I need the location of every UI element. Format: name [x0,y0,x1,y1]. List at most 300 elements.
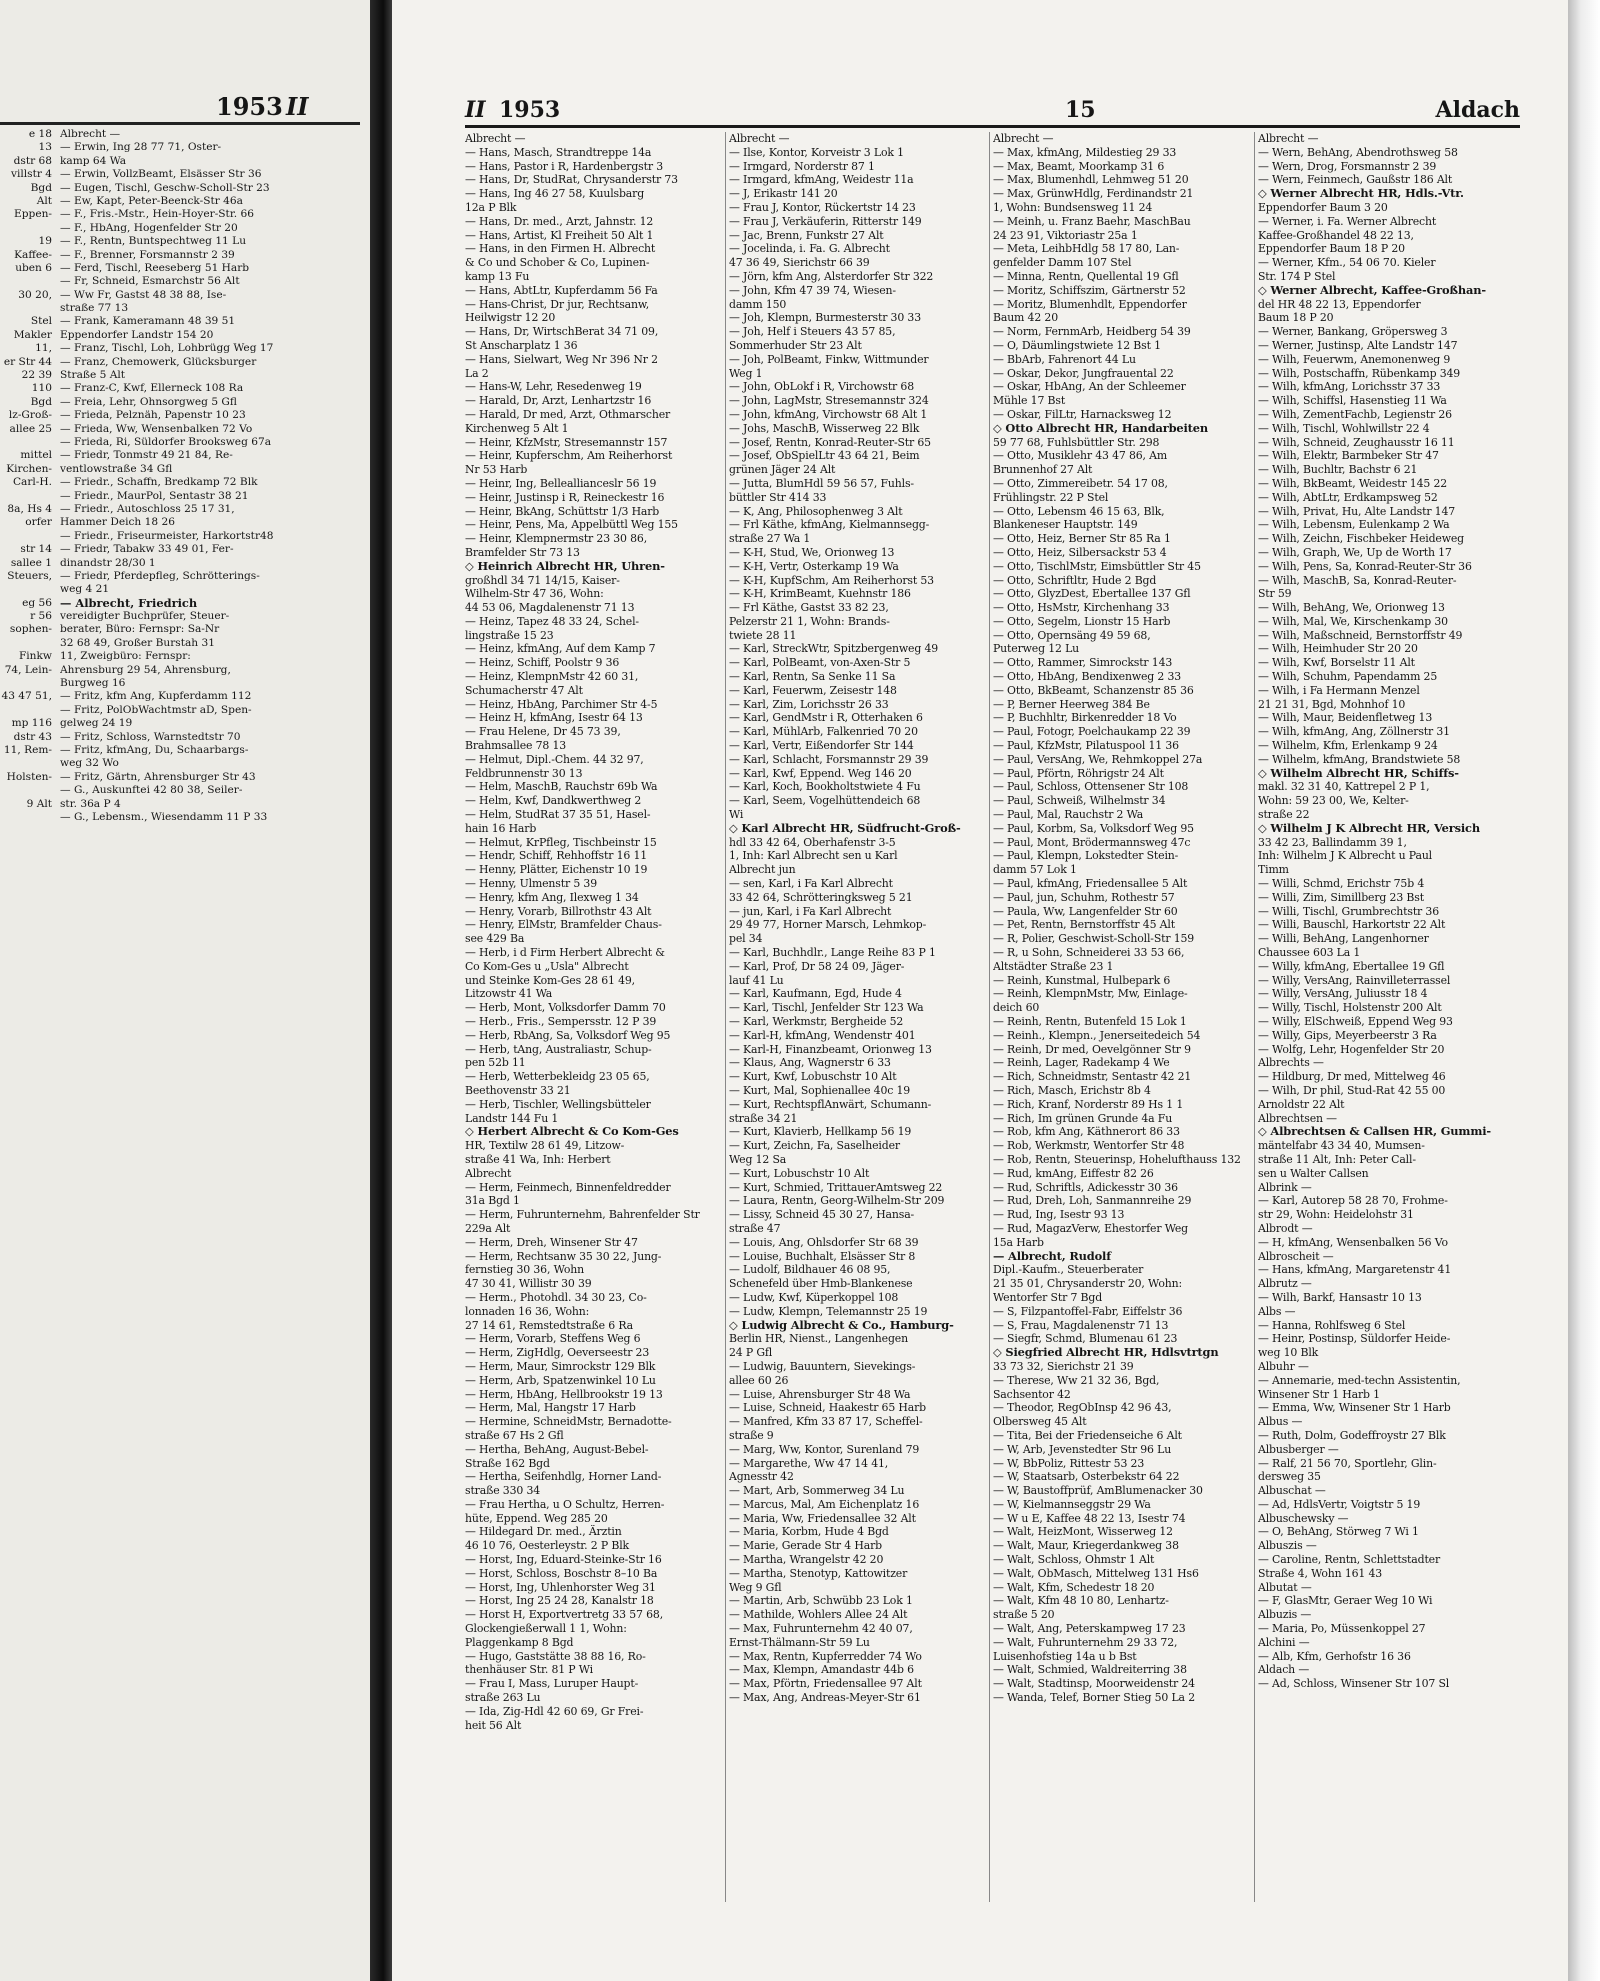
directory-entry-line: — Otto, HbAng, Bendixenweg 2 33 [993,670,1182,684]
directory-entry-line: — Reinh., Klempn., Jenerseitedeich 54 [993,1028,1201,1042]
directory-entry-line: — Wilh, Elektr, Barmbeker Str 47 [1258,449,1439,463]
directory-entry-line: — Otto, HsMstr, Kirchenhang 33 [993,601,1170,615]
directory-entry-line: — Heinr, Justinsp i R, Reineckestr 16 [465,490,665,504]
directory-entry-line: lz-Groß- [8,409,52,422]
directory-entry-line: — Friedr, Pferdepfleg, Schrötterings- [60,569,260,582]
directory-entry-line: Albuschat — [1258,1484,1326,1498]
directory-entry-line: — Wilhelm, kfmAng, Brandstwiete 58 [1258,752,1461,766]
directory-entry-line: — Paul, Schloss, Ottensener Str 108 [993,780,1189,794]
directory-entry-line: — Theodor, RegObInsp 42 96 43, [993,1401,1172,1415]
directory-entry-line: — Helm, StudRat 37 35 51, Hasel- [465,808,651,822]
directory-entry-line [0,275,52,288]
directory-entry-line: — Wanda, Telef, Borner Stieg 50 La 2 [993,1691,1195,1705]
directory-entry-line: — Karl, Koch, Bookholtstwiete 4 Fu [729,780,921,794]
running-head: Aldach [1435,97,1520,123]
directory-entry-line: — Herm, Fuhrunternehm, Bahrenfelder Str [465,1208,700,1222]
directory-entry-line: ◇ Werner Albrecht, Kaffee-Großhan- [1258,283,1486,297]
directory-entry-line: 43 47 51, [1,690,52,703]
directory-entry-line: — Meinh, u. Franz Baehr, MaschBau [993,214,1191,228]
directory-entry-line: — Karl, MühlArb, Falkenried 70 20 [729,725,918,739]
directory-entry-line: — Paul, jun, Schuhm, Rothestr 57 [993,890,1175,904]
directory-entry-line: — Paul, Fotogr, Poelchaukamp 22 39 [993,725,1191,739]
directory-entry-line: — Werner, Bankang, Gröpersweg 3 [1258,325,1448,339]
directory-entry-line: — Rich, Kranf, Norderstr 89 Hs 1 1 [993,1097,1184,1111]
directory-entry-line: — Paul, Schweiß, Wilhelmstr 34 [993,794,1166,808]
directory-entry-line: Albrutz — [1258,1277,1312,1291]
directory-entry-line: 59 77 68, Fuhlsbüttler Str. 298 [993,435,1160,449]
directory-entry-line: — Frieda, Ri, Süldorfer Brooksweg 67a [60,435,272,448]
directory-entry-line: — Jörn, kfm Ang, Alsterdorfer Str 322 [729,269,934,283]
directory-entry-line: — Maria, Po, Müssenkoppel 27 [1258,1622,1426,1636]
directory-entry-line: Eppendorfer Baum 18 P 20 [1258,242,1405,256]
directory-entry-line: — Karl, GendMstr i R, Otterhaken 6 [729,711,923,725]
directory-entry-line: — Emma, Ww, Winsener Str 1 Harb [1258,1401,1451,1415]
directory-entry-line: — F., Fris.-Mstr., Hein-Hoyer-Str. 66 [60,208,254,221]
directory-entry-line: — Laura, Rentn, Georg-Wilhelm-Str 209 [729,1194,945,1208]
directory-entry-line: — Walt, ObMasch, Mittelweg 131 Hs6 [993,1566,1199,1580]
directory-entry-line: — Fritz, PolObWachtmstr aD, Spen- [60,703,252,716]
directory-entry-line: — Heinr, KfzMstr, Stresemannstr 157 [465,435,668,449]
directory-entry-line: 11, [35,342,52,355]
directory-entry-line: — Herm, ZigHdlg, Oeverseestr 23 [465,1346,650,1360]
directory-entry-line: — Wern, Feinmech, Gaußstr 186 Alt [1258,173,1453,187]
directory-entry-line: ventlowstraße 34 Gfl [60,462,173,475]
directory-entry-line: hdl 33 42 64, Oberhafenstr 3-5 [729,835,896,849]
directory-entry-line: — Wilh, Feuerwm, Anemonenweg 9 [1258,352,1451,366]
directory-entry-line: — Tita, Bei der Friedenseiche 6 Alt [993,1428,1182,1442]
directory-entry-line: Chaussee 603 La 1 [1258,946,1361,960]
directory-entry-line: — G., Auskunftei 42 80 38, Seiler- [60,784,243,797]
directory-entry-line: Albrecht jun [729,863,796,877]
page-header [465,97,1520,128]
directory-entry-line: ◇ Ludwig Albrecht & Co., Hamburg- [729,1318,954,1332]
directory-entry-line: ◇ Albrechtsen & Callsen HR, Gummi- [1258,1125,1491,1139]
directory-entry-line: — Wilh, Privat, Hu, Alte Landstr 147 [1258,504,1456,518]
directory-entry-line: twiete 28 11 [729,628,797,642]
directory-entry-line: Albrechtsen — [1258,1111,1337,1125]
directory-entry-line: — Friedr., Friseurmeister, Harkortstr48 [60,529,274,542]
directory-entry-line: — Walt, Kfm, Schedestr 18 20 [993,1580,1155,1594]
directory-entry-line: Wilhelm-Str 47 36, Wohn: [465,587,604,601]
directory-entry-line: Albrink — [1258,1180,1312,1194]
directory-entry-line: — Heinr, BkAng, Schüttstr 1/3 Harb [465,504,660,518]
directory-entry-line: sophen- [9,623,52,636]
directory-entry-line: Stel [30,315,52,328]
directory-entry-line: ◇ Heinrich Albrecht HR, Uhren- [465,559,665,573]
directory-entry-line [0,302,52,315]
directory-entry-line: — Werner, Justinsp, Alte Landstr 147 [1258,338,1458,352]
directory-entry-line: — Wilh, Schneid, Zeughausstr 16 11 [1258,435,1455,449]
directory-entry-line: — Herb, Tischler, Wellingsbütteler [465,1097,651,1111]
directory-entry-line: 9 Alt [26,797,52,810]
directory-entry-line: ◇ Wilhelm Albrecht HR, Schiffs- [1258,766,1459,780]
directory-entry-line: 19 [38,235,52,248]
directory-entry-line: — K-H, Stud, We, Orionweg 13 [729,545,895,559]
directory-entry-line: — Otto, Heiz, Silbersackstr 53 4 [993,545,1167,559]
page-number: 15 [1065,97,1096,123]
previous-page-year: 1953 [216,92,283,121]
directory-entry-line: Albs — [1258,1304,1296,1318]
directory-entry-line: — Wilh, Maur, Beidenfletweg 13 [1258,711,1433,725]
directory-entry-line: — Wilh, Lebensm, Eulenkamp 2 Wa [1258,518,1450,532]
directory-entry-line: — Harald, Dr med, Arzt, Othmarscher [465,407,671,421]
directory-entry-line: — Frieda, Ww, Wensenbalken 72 Vo [60,422,253,435]
directory-entry-line: — Herb, i d Firm Herbert Albrecht & [465,946,665,960]
directory-entry-line: — Karl, Tischl, Jenfelder Str 123 Wa [729,1001,924,1015]
directory-entry-line: Heilwigstr 12 20 [465,311,556,325]
directory-entry-line: — Max, Fuhrunternehm 42 40 07, [729,1622,913,1636]
directory-entry-line: — H, kfmAng, Wensenbalken 56 Vo [1258,1235,1448,1249]
directory-entry-line: Winsener Str 1 Harb 1 [1258,1387,1380,1401]
directory-entry-line: — P, Buchhltr, Birkenredder 18 Vo [993,711,1177,725]
directory-entry-line: lauf 41 Lu [729,973,784,987]
directory-entry-line: Sommerhuder Str 23 Alt [729,338,862,352]
directory-entry-line: — Rob, kfm Ang, Käthnerort 86 33 [993,1125,1180,1139]
directory-entry-line: — Kurt, Lobuschstr 10 Alt [729,1166,870,1180]
directory-entry-line: see 429 Ba [465,932,525,946]
directory-entry-line: Agnesstr 42 [729,1470,794,1484]
directory-entry-line: — Rud, Ing, Isestr 93 13 [993,1208,1125,1222]
previous-page-margin-column [0,128,52,811]
directory-entry-line [0,704,52,717]
directory-entry-line: — K, Ang, Philosophenweg 3 Alt [729,504,903,518]
directory-entry-line: — Hans-Christ, Dr jur, Rechtsanw, [465,297,650,311]
directory-entry-line: — Helmut, Dipl.-Chem. 44 32 97, [465,752,644,766]
directory-entry-line: büttler Str 414 33 [729,490,827,504]
directory-entry-line: — Karl, Seem, Vogelhüttendeich 68 [729,794,921,808]
directory-entry-line: Schumacherstr 47 Alt [465,683,583,697]
directory-entry-line: Straße 4, Wohn 161 43 [1258,1566,1383,1580]
directory-entry-line: — Martha, Stenotyp, Kattowitzer [729,1566,908,1580]
directory-entry-line: gelweg 24 19 [60,717,133,730]
directory-entry-line: Holsten- [6,770,52,783]
directory-entry-line: — O, Däumlingstwiete 12 Bst 1 [993,338,1161,352]
directory-entry-line: — Pet, Rentn, Bernstorffstr 45 Alt [993,918,1175,932]
directory-entry-line: — W, Baustoffprüf, AmBlumenacker 30 [993,1484,1203,1498]
directory-entry-line: Landstr 144 Fu 1 [465,1111,559,1125]
directory-entry-line: weg 4 21 [60,583,110,596]
directory-column-3 [993,132,1255,1705]
directory-entry-line: sallee 1 [10,556,52,569]
directory-entry-line: Kirchenweg 5 Alt 1 [465,421,569,435]
directory-entry-line: — Fritz, kfm Ang, Kupferdamm 112 [60,690,252,703]
directory-entry-line: — Karl, Prof, Dr 58 24 09, Jäger- [729,959,905,973]
directory-entry-line [0,436,52,449]
directory-entry-line: Alchini — [1258,1635,1310,1649]
directory-entry-line: — Rich, Masch, Erichstr 8b 4 [993,1083,1151,1097]
directory-entry-line: 229a Alt [465,1221,511,1235]
directory-entry-line: Kirchen- [6,462,52,475]
directory-entry-line: — Harald, Dr, Arzt, Lenhartzstr 16 [465,394,652,408]
directory-entry-line: — Ludw, Kwf, Küperkoppel 108 [729,1290,899,1304]
directory-entry-line: La 2 [465,366,489,380]
directory-entry-line: — Henny, Plätter, Eichenstr 10 19 [465,863,648,877]
directory-entry-line: — F., Brenner, Forsmannstr 2 39 [60,248,235,261]
directory-entry-line [0,637,52,650]
directory-entry-line: 30 20, [18,288,52,301]
directory-entry-line: — Rud, kmAng, Eiffestr 82 26 [993,1166,1154,1180]
directory-entry-line: 46 10 76, Oesterleystr. 2 P Blk [465,1539,630,1553]
directory-entry-line: — Fritz, Gärtn, Ahrensburger Str 43 [60,770,256,783]
directory-entry-line: Schenefeld über Hmb-Blankenese [729,1277,913,1291]
directory-entry-line: — Otto, GlyzDest, Ebertallee 137 Gfl [993,587,1191,601]
directory-entry-line: — Rob, Rentn, Steuerinsp, Hohelufthauss 132 [993,1152,1241,1166]
directory-entry-line: — Walt, Stadtinsp, Moorweidenstr 24 [993,1677,1195,1691]
directory-entry-line: — Hans, Sielwart, Weg Nr 396 Nr 2 [465,352,658,366]
directory-entry-line: str 29, Wohn: Heidelohstr 31 [1258,1208,1414,1222]
directory-entry-line: ◇ Herbert Albrecht & Co Kom-Ges [465,1125,679,1139]
directory-entry-line: — Otto, Heiz, Berner Str 85 Ra 1 [993,532,1171,546]
directory-entry-line: Baum 18 P 20 [1258,311,1334,325]
directory-entry-line: — Herm, HbAng, Hellbrookstr 19 13 [465,1387,663,1401]
directory-entry-line: allee 25 [9,422,52,435]
directory-entry-line: 44 53 06, Magdalenenstr 71 13 [465,601,635,615]
directory-entry-line: — Wilh, Heimhuder Str 20 20 [1258,642,1418,656]
directory-entry-line: Bgd [30,181,52,194]
directory-entry-line: — Karl, Schlacht, Forsmannstr 29 39 [729,752,929,766]
directory-entry-line: — Friedr., MaurPol, Sentastr 38 21 [60,489,249,502]
directory-entry-line: — John, LagMstr, Stresemannstr 324 [729,394,929,408]
directory-entry-line: Baum 42 20 [993,311,1058,325]
directory-entry-line: — Walt, Fuhrunternehm 29 33 72, [993,1635,1178,1649]
directory-entry-line: — Helm, MaschB, Rauchstr 69b Wa [465,780,658,794]
directory-entry-line: straße 22 [1258,808,1310,822]
directory-entry-line: — Albrecht, Rudolf [993,1249,1111,1263]
directory-entry-line: berater, Büro: Fernspr: Sa-Nr [60,623,220,636]
directory-entry-line: — Ludwig, Bauuntern, Sievekings- [729,1359,916,1373]
directory-entry-line: straße 41 Wa, Inh: Herbert [465,1152,611,1166]
directory-entry-line: — Siegfr, Schmd, Blumenau 61 23 [993,1332,1178,1346]
directory-entry-line: — Frl Käthe, kfmAng, Kielmannsegg- [729,518,930,532]
directory-entry-line: — Ad, Schloss, Winsener Str 107 Sl [1258,1677,1450,1691]
directory-entry-line: Albrecht — [993,132,1054,145]
directory-entry-line: — Kurt, Schmied, TrittauerAmtsweg 22 [729,1180,943,1194]
directory-entry-line: — Maria, Ww, Friedensallee 32 Alt [729,1511,916,1525]
directory-entry-line: & Co und Schober & Co, Lupinen- [465,256,650,270]
directory-entry-line: — Marcus, Mal, Am Eichenplatz 16 [729,1497,920,1511]
directory-entry-line: — Wilh, kfmAng, Lorichsstr 37 33 [1258,380,1441,394]
directory-entry-line: — Max, Klempn, Amandastr 44b 6 [729,1663,914,1677]
directory-entry-line: Albrodt — [1258,1221,1313,1235]
directory-entry-line: großhdl 34 71 14/15, Kaiser- [465,573,620,587]
directory-entry-line: — Louise, Buchhalt, Elsässer Str 8 [729,1249,916,1263]
directory-entry-line: — Frau Hertha, u O Schultz, Herren- [465,1497,665,1511]
directory-entry-line: — Paul, Pförtn, Röhrigstr 24 Alt [993,766,1164,780]
directory-entry-line: — Jocelinda, i. Fa. G. Albrecht [729,242,890,256]
directory-entry-line: Aldach — [1258,1663,1310,1677]
directory-entry-line: — Eugen, Tischl, Geschw-Scholl-Str 23 [60,181,270,194]
directory-entry-line: Wohn: 59 23 00, We, Kelter- [1258,794,1409,808]
directory-entry-line: — Wilh, Barkf, Hansastr 10 13 [1258,1290,1422,1304]
directory-entry-line: — Wilh, kfmAng, Ang, Zöllnerstr 31 [1258,725,1450,739]
directory-entry-line: — Max, GrünwHdlg, Ferdinandstr 21 [993,187,1194,201]
directory-entry-line: — Freia, Lehr, Ohnsorgweg 5 Gfl [60,395,237,408]
directory-entry-line: — F., HbAng, Hogenfelder Str 20 [60,221,238,234]
directory-entry-line: — Herm, Feinmech, Binnenfeldredder [465,1180,671,1194]
directory-entry-line: 1, Inh: Karl Albrecht sen u Karl [729,849,898,863]
directory-entry-line: — Willy, VersAng, Rainvilleterrassel [1258,973,1451,987]
directory-entry-line: damm 150 [729,297,787,311]
directory-entry-line: — Wern, Drog, Forsmannstr 2 39 [1258,159,1437,173]
directory-entry-line: — Heinr, Klempnermstr 23 30 86, [465,532,648,546]
directory-entry-line: — Karl, Feuerwm, Zeisestr 148 [729,683,897,697]
directory-entry-line: — Frau I, Mass, Luruper Haupt- [465,1677,639,1691]
directory-entry-line: — Reinh, KlempnMstr, Mw, Einlage- [993,987,1188,1001]
directory-page [392,0,1568,1981]
directory-entry-line: 22 39 [21,369,52,382]
directory-entry-line: straße 330 34 [465,1484,541,1498]
directory-entry-line: Albrecht — [1258,132,1319,145]
directory-entry-line: Straße 5 Alt [60,369,126,382]
directory-entry-line: heit 56 Alt [465,1718,522,1732]
directory-entry-line: pel 34 [729,932,763,946]
directory-entry-line: — Heinz, Tapez 48 33 24, Schel- [465,614,639,628]
directory-entry-line: — Hermine, SchneidMstr, Bernadotte- [465,1415,672,1429]
directory-entry-line: Albrecht [465,1166,512,1180]
directory-entry-line: str 14 [20,543,52,556]
directory-entry-line: — Joh, Helf i Steuers 43 57 85, [729,325,896,339]
directory-entry-line: — Wilh, Schiffsl, Hasenstieg 11 Wa [1258,394,1447,408]
directory-entry-line: — Max, Pförtn, Friedensallee 97 Alt [729,1677,922,1691]
directory-entry-line: villstr 4 [10,168,52,181]
directory-entry-line: Straße 162 Bgd [465,1456,550,1470]
directory-entry-line: Albusberger — [1258,1442,1339,1456]
directory-entry-line: Burgweg 16 [60,677,126,690]
directory-entry-line: ◇ Siegfried Albrecht HR, Hdlsvtrtgn [993,1346,1219,1360]
directory-entry-line: — S, Frau, Magdalenenstr 71 13 [993,1318,1169,1332]
directory-entry-line: — Max, Ang, Andreas-Meyer-Str 61 [729,1691,921,1705]
directory-entry-line: — Herm, Rechtsanw 35 30 22, Jung- [465,1249,662,1263]
directory-entry-line: genfelder Damm 107 Stel [993,256,1132,270]
directory-entry-line: — Wilh, Dr phil, Stud-Rat 42 55 00 [1258,1083,1446,1097]
directory-entry-line: — Heinz, KlempnMstr 42 60 31, [465,670,639,684]
directory-entry-line: — Reinh, Lager, Radekamp 4 We [993,1056,1170,1070]
previous-page [0,0,370,1981]
directory-entry-line: Weg 9 Gfl [729,1580,782,1594]
directory-entry-line: — J, Erikastr 141 20 [729,187,838,201]
directory-entry-line: — Karl, PolBeamt, von-Axen-Str 5 [729,656,911,670]
directory-entry-line: — Karl-H, Finanzbeamt, Orionweg 13 [729,1042,932,1056]
directory-entry-line: fernstieg 30 36, Wohn [465,1263,585,1277]
directory-entry-line: — Therese, Ww 21 32 36, Bgd, [993,1373,1160,1387]
directory-entry-line: r 56 [30,610,52,623]
directory-entry-line: — Karl-H, kfmAng, Wendenstr 401 [729,1028,916,1042]
directory-entry-line: — Ww Fr, Gastst 48 38 88, Ise- [60,288,227,301]
directory-entry-line: — K-H, Vertr, Osterkamp 19 Wa [729,559,899,573]
directory-entry-line: — Walt, Maur, Kriegerdankweg 38 [993,1539,1179,1553]
directory-entry-line: — Otto, Lebensm 46 15 63, Blk, [993,504,1165,518]
directory-entry-line: — Luise, Schneid, Haakestr 65 Harb [729,1401,926,1415]
directory-entry-line: — Heinz, kfmAng, Auf dem Kamp 7 [465,642,656,656]
directory-entry-line: straße 47 [729,1221,781,1235]
directory-entry-line: kamp 64 Wa [60,154,127,167]
directory-entry-line: — Martha, Wrangelstr 42 20 [729,1553,884,1567]
directory-entry-line: — Otto, TischlMstr, Eimsbüttler Str 45 [993,559,1201,573]
directory-entry-line: — Hertha, BehAng, August-Bebel- [465,1442,649,1456]
directory-entry-line: — Luise, Ahrensburger Str 48 Wa [729,1387,911,1401]
directory-entry-line: straße 11 Alt, Inh: Peter Call- [1258,1152,1416,1166]
directory-entry-line: — Heinr, Kupferschm, Am Reiherhorst [465,449,673,463]
directory-entry-line: kamp 13 Fu [465,269,530,283]
directory-entry-line: — Walt, Schmied, Waldreiterring 38 [993,1663,1187,1677]
directory-entry-line: Makler [13,328,52,341]
directory-entry-line: — Friedr, Tonmstr 49 21 84, Re- [60,449,233,462]
directory-entry-line: — Paul, kfmAng, Friedensallee 5 Alt [993,877,1188,891]
directory-entry-line: — BbArb, Fahrenort 44 Lu [993,352,1136,366]
directory-entry-line: dersweg 35 [1258,1470,1321,1484]
directory-entry-line: — Otto, Segelm, Lionstr 15 Harb [993,614,1171,628]
book-gutter [370,0,392,1981]
directory-entry-line: Co Kom-Ges u „Usla" Albrecht [465,959,629,973]
directory-entry-line: grünen Jäger 24 Alt [729,463,836,477]
directory-entry-line: — Herb, RbAng, Sa, Volksdorf Weg 95 [465,1028,671,1042]
directory-entry-line: 27 14 61, Remstedtstraße 6 Ra [465,1318,633,1332]
directory-entry-line: — W, Arb, Jevenstedter Str 96 Lu [993,1442,1172,1456]
directory-entry-line: weg 10 Blk [1258,1346,1319,1360]
directory-entry-line: — Martin, Arb, Schwübb 23 Lok 1 [729,1594,913,1608]
directory-entry-line: — Herb, Wetterbekleidg 23 05 65, [465,1070,650,1084]
directory-entry-line: Albuzis — [1258,1608,1312,1622]
directory-entry-line: — Hendr, Schiff, Rehhoffstr 16 11 [465,849,648,863]
directory-entry-line: Eppen- [14,208,52,221]
directory-entry-line: — Rud, Dreh, Loh, Sanmannreihe 29 [993,1194,1192,1208]
directory-entry-line: — Wilh, BehAng, We, Orionweg 13 [1258,601,1445,615]
directory-entry-line: — Wilh, Kwf, Borselstr 11 Alt [1258,656,1415,670]
directory-entry-line: — Norm, FernmArb, Heidberg 54 39 [993,325,1191,339]
directory-entry-line: — Willy, Gips, Meyerbeerstr 3 Ra [1258,1028,1437,1042]
directory-entry-line: — Paul, Korbm, Sa, Volksdorf Weg 95 [993,821,1194,835]
directory-entry-line: 29 49 77, Horner Marsch, Lehmkop- [729,918,927,932]
directory-entry-line: — Heinr, Pens, Ma, Appelbüttl Weg 155 [465,518,678,532]
directory-entry-line: — Ad, HdlsVertr, Voigtstr 5 19 [1258,1497,1421,1511]
directory-entry-line: — Paula, Ww, Langenfelder Str 60 [993,904,1178,918]
directory-entry-line: — Willy, ElSchweiß, Eppend Weg 93 [1258,1015,1453,1028]
directory-entry-line: — Reinh, Kunstmal, Hulbepark 6 [993,973,1171,987]
directory-entry-line: thenhäuser Str. 81 P Wi [465,1663,593,1677]
directory-entry-line: — Henry, ElMstr, Bramfelder Chaus- [465,918,662,932]
directory-entry-line: Steuers, [7,569,52,582]
directory-entry-line: — jun, Karl, i Fa Karl Albrecht [729,904,892,918]
directory-entry-line: — Frieda, Pelznäh, Papenstr 10 23 [60,409,246,422]
directory-entry-line: — Manfred, Kfm 33 87 17, Scheffel- [729,1415,923,1429]
directory-entry-line: — Karl, Autorep 58 28 70, Frohme- [1258,1194,1448,1208]
directory-entry-line: — O, BehAng, Störweg 7 Wi 1 [1258,1525,1419,1539]
directory-entry-line: — Ludolf, Bildhauer 46 08 95, [729,1263,891,1277]
directory-entry-line: — Wilh, BkBeamt, Weidestr 145 22 [1258,476,1448,490]
directory-entry-line: — Hans, Dr, WirtschBerat 34 71 09, [465,325,659,339]
directory-entry-line: — Friedr., Schaffn, Bredkamp 72 Blk [60,476,258,489]
directory-entry-line: — Fr, Schneid, Esmarchstr 56 Alt [60,275,240,288]
directory-entry-line: str. 36a P 4 [60,797,121,810]
directory-entry-line: 11, Zweigbüro: Fernspr: [60,650,191,663]
directory-entry-line: makl. 32 31 40, Kattrepel 2 P 1, [1258,780,1430,794]
directory-entry-line: — Rud, Schriftls, Adickesstr 30 36 [993,1180,1178,1194]
directory-entry-line: — Karl, Buchhdlr., Lange Reihe 83 P 1 [729,946,936,960]
directory-entry-line: — Wilh, Buchltr, Bachstr 6 21 [1258,463,1418,477]
directory-entry-line: — Walt, Kfm 48 10 80, Lenhartz- [993,1594,1169,1608]
directory-entry-line: — Wilh, Schuhm, Papendamm 25 [1258,670,1438,684]
directory-entry-line: — Albrecht, Friedrich [60,596,198,610]
directory-entry-line: — Minna, Rentn, Quellental 19 Gfl [993,269,1179,283]
directory-entry-line: — Wern, BehAng, Abendrothsweg 58 [1258,145,1458,159]
directory-entry-line: — Moritz, Schiffszim, Gärtnerstr 52 [993,283,1186,297]
directory-entry-line: — Karl, Rentn, Sa Senke 11 Sa [729,670,896,684]
directory-entry-line: — Friedr., Autoschloss 25 17 31, [60,502,235,515]
directory-entry-line: — Karl, StreckWtr, Spitzbergenweg 49 [729,642,939,656]
directory-entry-line: Bgd [30,395,52,408]
page-edge [1568,0,1600,1981]
directory-entry-line: — Max, Beamt, Moorkamp 31 6 [993,159,1165,173]
